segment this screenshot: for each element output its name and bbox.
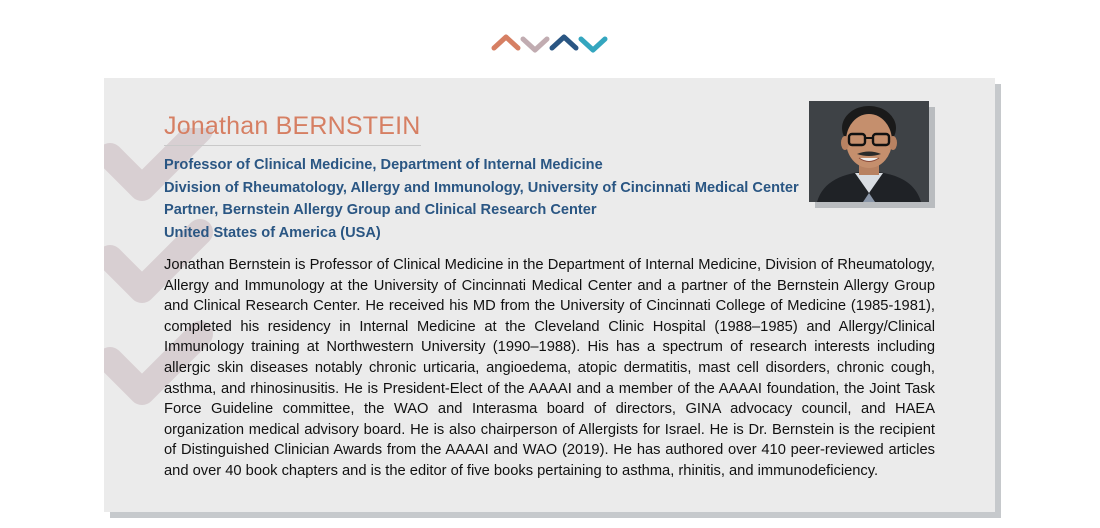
speaker-photo [809,101,929,202]
speaker-name: Jonathan BERNSTEIN [164,112,421,140]
affiliation-line: Division of Rheumatology, Allergy and Immunology, University of Cincinnati Medical Center [164,179,799,196]
chevron-up-icon [552,37,576,48]
name-underline [164,145,421,146]
chevron-up-icon [494,37,518,48]
affiliation-line: Professor of Clinical Medicine, Department of Internal Medicine [164,157,603,173]
speaker-biography: Jonathan Bernstein is Professor of Clinical Medicine in the Department of Internal Medicine, Division of Rheumatology, Allergy and Immunology at the University of Cincinnati Medical Center and a partner of the Bernstein Allergy Group and Clinical Research Center. He received his MD from the University of Cincinnati College of Medicine (1985-1981), completed his residency in Internal Medicine at the Cleveland Clinic Hospital (1988–1985) and Allergy/Clinical Immunology training at Northwestern University (1990–1988). His has a spectrum of research interests including allergic skin diseases notably chronic urticaria, angioedema, atopic dermatitis, mast cell disorders, chronic cough, asthma, and rhinosinusitis. He is President-Elect of the AAAAI and a member of the AAAAI foundation, the Joint Task Force Guideline committee, the WAO and Interasma board of directors, GINA advocacy council, and HAEA organization medical advisory board. He is also chairperson of Allergists for Israel. He is Dr. Bernstein is the recipient of Distinguished Clinician Awards from the AAAAI and WAO (2019). He has authored over 410 peer-reviewed articles and over 40 book chapters and is the editor of five books pertaining to asthma, rhinitis, and immunodeficiency. [164,257,935,479]
chevron-down-icon [523,39,547,50]
chevron-down-icon [581,39,605,50]
affiliation-line: United States of America (USA) [164,224,381,241]
affiliation-line: Partner, Bernstein Allergy Group and Clinical Research Center [164,202,597,218]
affiliation-list [164,154,799,244]
portrait-illustration [809,101,929,202]
chevron-logo [490,30,610,56]
